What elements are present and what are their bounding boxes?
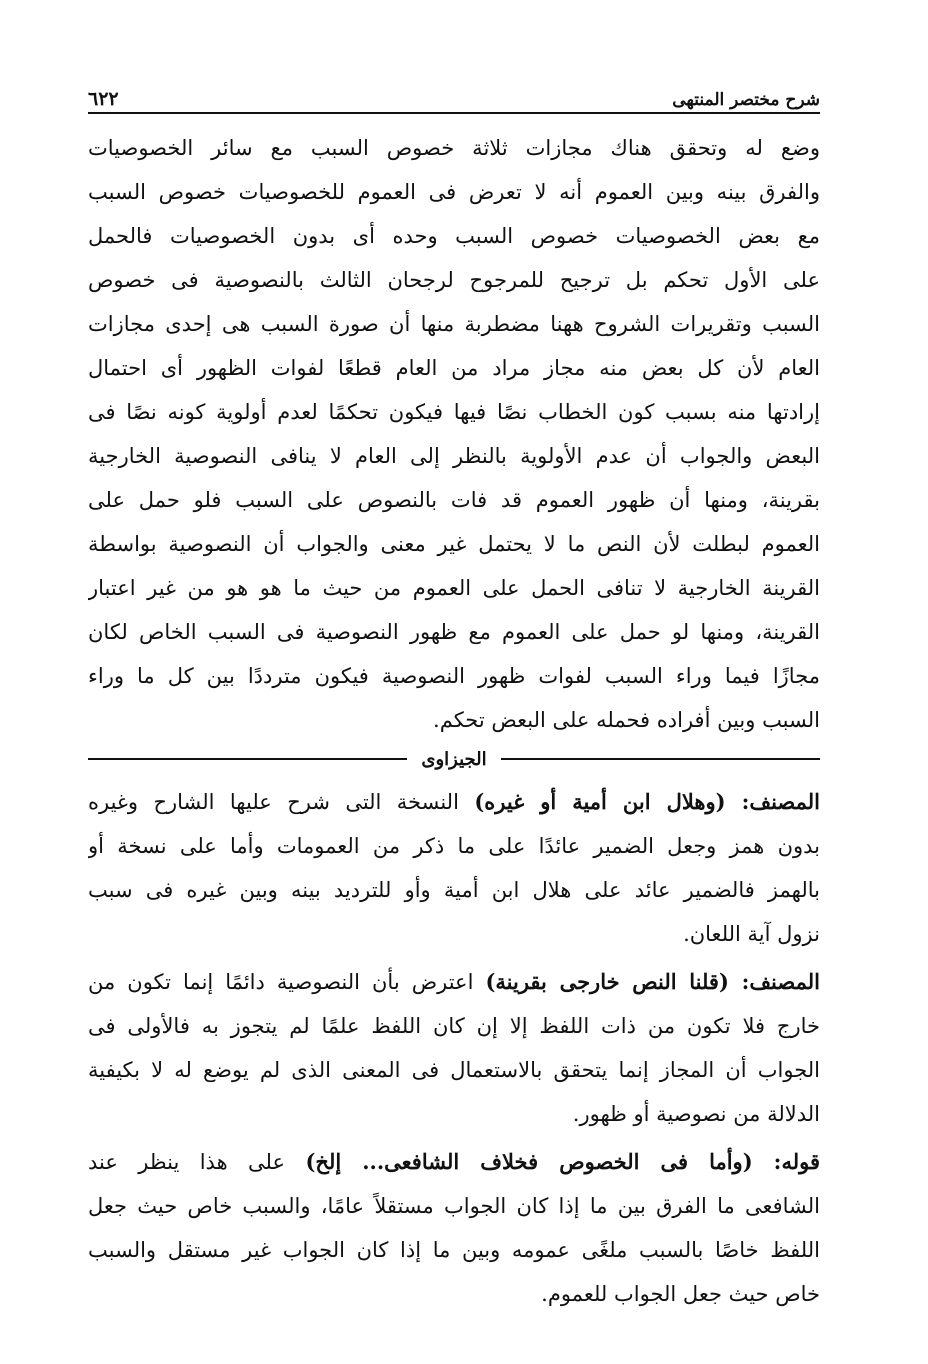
text-line: البعض والجواب أن عدم الأولوية بالنظر إلى العام لا ينافى النصوصية الخارجية [88, 444, 820, 468]
text-line: السبب وتقريرات الشروح ههنا مضطربة منها أن صورة السبب هى إحدى مجازات [88, 312, 820, 336]
text-line: خاص حيث جعل الجواب للعموم. [541, 1282, 820, 1306]
text-line: بدون همز وجعل الضمير عائدًا على ما ذكر من العمومات وأما على نسخة أو [88, 834, 820, 858]
page-number: ٦٢٢ [88, 88, 119, 110]
text-line: بالهمز فالضمير عائد على هلال ابن أمية وأو للترديد بينه وبين غيره فى سبب [88, 878, 820, 902]
section-divider [88, 742, 820, 776]
paragraph-lead-rest: على هذا ينظر عند [88, 1150, 286, 1174]
text-line: إرادتها منه بسبب كون الخطاب نصًا فيها فيكون تحكمًا لعدم أولوية كونه نصًا فى [88, 400, 820, 424]
text-line: القرينة، ومنها لو حمل على العموم مع ظهور النصوصية فى السبب الخاص لكان [88, 620, 820, 644]
text-line: السبب وبين أفراده فحمله على البعض تحكم. [433, 708, 820, 732]
page-header [88, 80, 820, 114]
paragraph-lead-rest: النسخة التى شرح عليها الشارح وغيره [88, 790, 459, 814]
text-line: الجواب أن المجاز إنما يتحقق بالاستعمال فى المعنى الذى لم يوضع له لا بكيفية [88, 1058, 820, 1082]
paragraph-lead: المصنف: (قلنا النص خارجى بقرينة) [485, 969, 820, 994]
commentator-heading: الجيزاوى [421, 748, 487, 770]
text-line: اللفظ خاصًا بالسبب ملغًى عمومه وبين ما إذا كان الجواب غير مستقل والسبب [88, 1238, 820, 1262]
text-line: بقرينة، ومنها أن ظهور العموم قد فات بالنصوص على السبب فلو حمل على [88, 488, 820, 512]
paragraph-lead-rest: اعترض بأن النصوصية دائمًا إنما تكون من [88, 970, 474, 994]
paragraph-first-line [88, 780, 820, 824]
text-line: والفرق بينه وبين العموم أنه لا تعرض فى العموم للخصوصيات خصوص السبب [88, 180, 820, 204]
text-line: مجازًا فيما وراء السبب لفوات ظهور النصوصية فيكون مترددًا بين كل ما وراء [88, 664, 820, 688]
text-line: على الأول تحكم بل ترجيح للمرجوح لرجحان الثالث بالنصوصية فى خصوص [88, 268, 820, 292]
text-line: القرينة الخارجية لا تنافى الحمل على العموم من حيث ما هو هو من غير اعتبار [88, 576, 820, 600]
commentary-text [88, 780, 820, 1316]
text-line: الشافعى ما الفرق بين ما إذا كان الجواب مستقلاً عامًا، والسبب خاص حيث جعل [88, 1194, 820, 1218]
text-line: العموم لبطلت لأن النص ما لا يحتمل غير معنى والجواب أن النصوصية بواسطة [88, 532, 820, 556]
text-line: وضع له وتحقق هناك مجازات ثلاثة خصوص السبب مع سائر الخصوصيات [88, 136, 820, 160]
paragraph-lead: المصنف: (وهلال ابن أمية أو غيره) [474, 789, 820, 814]
paragraph-lead: قوله: (وأما فى الخصوص فخلاف الشافعى... إلخ) [305, 1149, 820, 1174]
paragraph-first-line [88, 960, 820, 1004]
main-text [88, 126, 820, 742]
text-line: نزول آية اللعان. [683, 922, 820, 946]
divider-rule-left [88, 758, 407, 760]
document-page [88, 80, 820, 1316]
paragraph-first-line [88, 1140, 820, 1184]
running-title: شرح مختصر المنتهى [672, 90, 820, 110]
text-line: مع بعض الخصوصيات خصوص السبب وحده أى بدون الخصوصيات فالحمل [88, 224, 820, 248]
text-line: خارج فلا تكون من ذات اللفظ إلا إن كان اللفظ علمًا لم يتجوز به فالأولى فى [88, 1014, 820, 1038]
text-line: الدلالة من نصوصية أو ظهور. [572, 1102, 820, 1126]
text-line: العام لأن كل بعض منه مجاز مراد من العام قطعًا لفوات الظهور أى احتمال [88, 356, 820, 380]
divider-rule-right [501, 758, 820, 760]
